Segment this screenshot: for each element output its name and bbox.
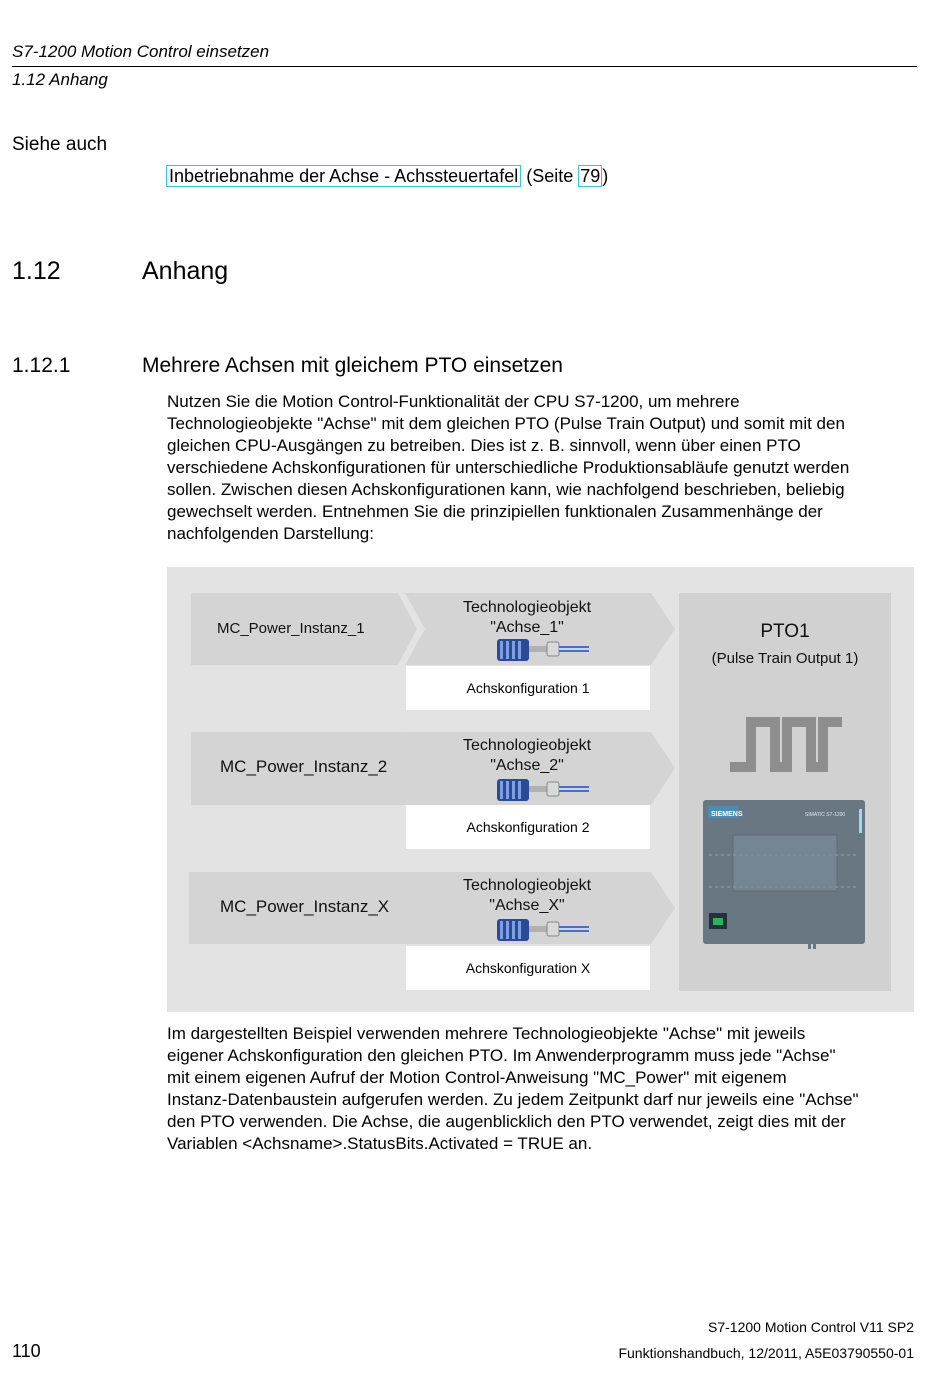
running-header-title: S7-1200 Motion Control einsetzen (12, 42, 270, 61)
subsection-title: Mehrere Achsen mit gleichem PTO einsetzen (142, 354, 563, 377)
plc-device-icon (703, 800, 865, 949)
closing-line: eigener Achskonfiguration den gleichen PTO. Im Anwenderprogramm muss jede "Achse" (167, 1046, 836, 1065)
see-also-page-link[interactable]: 79 (580, 166, 601, 186)
to-label-line: Technologieobjekt (462, 737, 592, 754)
pulse-signal-icon (730, 722, 842, 767)
header-rule (12, 66, 917, 67)
see-also-heading: Siehe auch (12, 134, 108, 155)
running-header-section: 1.12 Anhang (12, 70, 108, 89)
footer-doc-info: Funktionshandbuch, 12/2011, A5E03790550-01 (618, 1345, 914, 1361)
closing-line: Instanz-Datenbaustein aufgerufen werden. Zu jedem Zeitpunkt darf nur jeweils eine "Achse" (167, 1090, 859, 1109)
section-title: Anhang (142, 257, 229, 285)
closing-paragraph (167, 1023, 917, 1155)
intro-paragraph (167, 391, 917, 545)
see-also-page-prefix: (Seite (521, 166, 579, 186)
to-label-axis: "Achse_2" (490, 757, 564, 774)
intro-line: nachfolgenden Darstellung: (167, 524, 374, 543)
to-label-line: Technologieobjekt (462, 599, 592, 616)
plc-model-text: SIMATIC S7-1200 (805, 812, 846, 818)
pto-subtitle: (Pulse Train Output 1) (711, 650, 859, 667)
pto-diagram (167, 567, 914, 1012)
axis-config-box: Achskonfiguration 1 (406, 666, 650, 710)
intro-line: gewechselt werden. Entnehmen Sie die prinzipiellen funktionalen Zusammenhänge der (167, 502, 823, 521)
closing-line: Variablen <Achsname>.StatusBits.Activated = TRUE an. (167, 1134, 593, 1153)
see-also-link[interactable]: Inbetriebnahme der Achse - Achssteuertafel (166, 165, 521, 187)
intro-line: gleichen CPU-Ausgängen zu betreiben. Dies ist z. B. sinnvoll, wenn über einen PTO (167, 436, 801, 455)
section-number: 1.12 (12, 257, 61, 285)
axis-config-box: Achskonfiguration 2 (406, 805, 650, 849)
closing-line: Im dargestellten Beispiel verwenden mehrere Technologieobjekte "Achse" mit jeweils (167, 1024, 806, 1043)
intro-line: Technologieobjekte "Achse" mit dem gleichen PTO (Pulse Train Output) und somit mit den (167, 414, 845, 433)
closing-line: den PTO verwenden. Die Achse, die augenblicklich den PTO verwendet, zeigt dies mit der (167, 1112, 846, 1131)
page-number: 110 (12, 1341, 41, 1361)
closing-line: mit einem eigenen Aufruf der Motion Control-Anweisung "MC_Power" mit eigenem (167, 1068, 787, 1087)
to-label-line: Technologieobjekt (462, 877, 592, 894)
to-label-axis: "Achse_X" (489, 897, 565, 914)
instance-label: MC_Power_Instanz_2 (220, 757, 388, 776)
intro-line: Nutzen Sie die Motion Control-Funktionalität der CPU S7-1200, um mehrere (167, 392, 740, 411)
subsection-number: 1.12.1 (12, 354, 71, 377)
see-also-page-suffix: ) (602, 166, 609, 186)
intro-line: sollen. Zwischen diesen Achskonfigurationen kann, wie nachfolgend beschrieben, beliebig (167, 480, 845, 499)
instance-label: MC_Power_Instanz_X (220, 897, 390, 916)
to-label-axis: "Achse_1" (490, 619, 564, 636)
see-also-reference (166, 166, 608, 187)
technology-object-label (437, 876, 617, 916)
technology-object-label (437, 598, 617, 638)
instance-label: MC_Power_Instanz_1 (217, 620, 365, 637)
footer-doc-title: S7-1200 Motion Control V11 SP2 (708, 1319, 914, 1335)
axis-config-box: Achskonfiguration X (406, 946, 650, 990)
technology-object-label (437, 736, 617, 776)
plc-brand-text: SIEMENS (711, 811, 743, 818)
intro-line: verschiedene Achskonfigurationen für unterschiedliche Produktionsabläufe genutzt werden (167, 458, 850, 477)
pto-title: PTO1 (760, 621, 810, 642)
